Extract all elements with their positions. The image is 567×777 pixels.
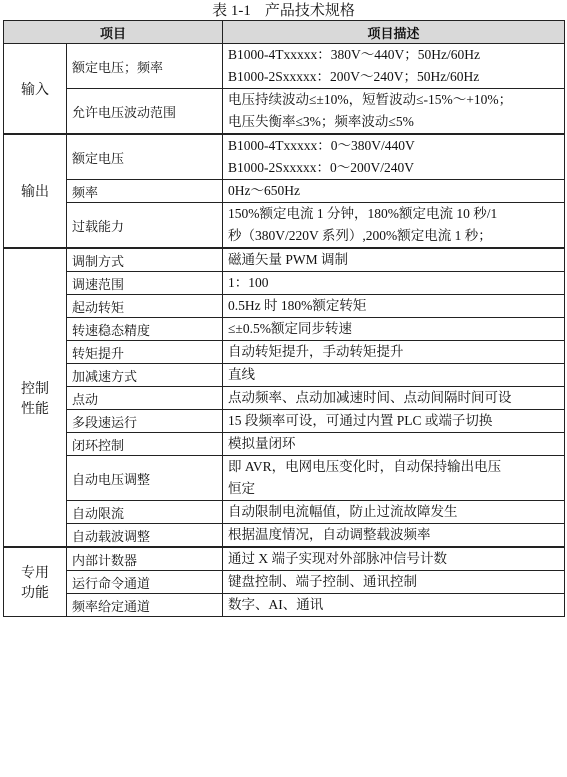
desc-line: 直线 <box>228 367 256 382</box>
item-cell: 自动载波调整 <box>67 524 223 548</box>
header-item: 项目 <box>4 21 223 44</box>
item-cell: 加减速方式 <box>67 364 223 387</box>
desc-line: 秒（380V/220V 系列）,200%额定电流 1 秒； <box>228 228 492 243</box>
desc-cell <box>223 524 565 548</box>
table-row <box>4 433 565 456</box>
desc-line: 恒定 <box>228 481 256 496</box>
item-cell: 调速范围 <box>67 272 223 295</box>
desc-line: 1：100 <box>228 275 269 290</box>
desc-line: 点动频率、点动加减速时间、点动间隔时间可设 <box>228 390 512 405</box>
desc-line: B1000-2Sxxxxx：200V～240V；50Hz/60Hz <box>228 69 480 84</box>
category-cell: 输出 <box>4 134 67 248</box>
table-row <box>4 89 565 135</box>
desc-cell <box>223 44 565 89</box>
desc-line: 电压持续波动≤±10%，短暂波动≤-15%～+10%； <box>228 92 513 107</box>
desc-cell <box>223 501 565 524</box>
table-row <box>4 547 565 571</box>
desc-line: 模拟量闭环 <box>228 436 296 451</box>
table-row <box>4 44 565 89</box>
desc-cell <box>223 594 565 617</box>
header-desc: 项目描述 <box>223 21 565 44</box>
item-cell: 转速稳态精度 <box>67 318 223 341</box>
desc-cell <box>223 134 565 180</box>
table-row <box>4 410 565 433</box>
item-cell: 额定电压 <box>67 134 223 180</box>
caption-number: 表 1-1 <box>212 3 251 19</box>
table-row <box>4 272 565 295</box>
item-cell: 额定电压；频率 <box>67 44 223 89</box>
desc-cell <box>223 180 565 203</box>
desc-cell <box>223 341 565 364</box>
item-cell: 允许电压波动范围 <box>67 89 223 135</box>
desc-line: B1000-4Txxxxx：0～380V/440V <box>228 138 415 153</box>
item-cell: 频率给定通道 <box>67 594 223 617</box>
item-cell: 运行命令通道 <box>67 571 223 594</box>
desc-cell <box>223 571 565 594</box>
desc-line: 键盘控制、端子控制、通讯控制 <box>228 574 418 589</box>
category-cell: 控制 性能 <box>4 248 67 547</box>
table-caption <box>0 0 567 20</box>
desc-line: 150%额定电流 1 分钟，180%额定电流 10 秒/1 <box>228 206 498 221</box>
item-cell: 内部计数器 <box>67 547 223 571</box>
item-cell: 频率 <box>67 180 223 203</box>
table-row <box>4 387 565 410</box>
desc-cell <box>223 248 565 272</box>
desc-line: 自动限制电流幅值，防止过流故障发生 <box>228 504 458 519</box>
desc-cell <box>223 295 565 318</box>
desc-cell <box>223 318 565 341</box>
table-row <box>4 248 565 272</box>
item-cell: 多段速运行 <box>67 410 223 433</box>
desc-line: 0Hz～650Hz <box>228 183 300 198</box>
table-row <box>4 501 565 524</box>
table-row <box>4 571 565 594</box>
table-row <box>4 364 565 387</box>
table-row <box>4 134 565 180</box>
desc-line: 自动转矩提升，手动转矩提升 <box>228 344 404 359</box>
desc-line: 电压失衡率≤3%；频率波动≤5% <box>228 114 414 129</box>
category-cell: 输入 <box>4 44 67 135</box>
desc-line: 通过 X 端子实现对外部脉冲信号计数 <box>228 551 448 566</box>
desc-line: 磁通矢量 PWM 调制 <box>228 252 349 267</box>
desc-cell <box>223 89 565 135</box>
table-row <box>4 341 565 364</box>
desc-line: B1000-4Txxxxx：380V～440V；50Hz/60Hz <box>228 47 480 62</box>
spec-table-body <box>4 44 565 617</box>
table-row <box>4 203 565 249</box>
desc-line: ≤±0.5%额定同步转速 <box>228 321 352 336</box>
table-row <box>4 318 565 341</box>
desc-cell <box>223 410 565 433</box>
item-cell: 点动 <box>67 387 223 410</box>
spec-table <box>3 20 565 617</box>
desc-line: 根据温度情况，自动调整载波频率 <box>228 527 431 542</box>
desc-line: 15 段频率可设，可通过内置 PLC 或端子切换 <box>228 413 493 428</box>
desc-cell <box>223 547 565 571</box>
desc-cell <box>223 433 565 456</box>
desc-cell <box>223 364 565 387</box>
table-row <box>4 456 565 501</box>
table-row <box>4 524 565 548</box>
desc-line: 数字、AI、通讯 <box>228 597 324 612</box>
item-cell: 闭环控制 <box>67 433 223 456</box>
desc-cell <box>223 387 565 410</box>
item-cell: 起动转矩 <box>67 295 223 318</box>
caption-title: 产品技术规格 <box>264 1 355 19</box>
category-cell: 专用 功能 <box>4 547 67 617</box>
desc-cell <box>223 203 565 249</box>
desc-line: 即 AVR，电网电压变化时，自动保持输出电压 <box>228 459 502 474</box>
table-row <box>4 594 565 617</box>
item-cell: 自动电压调整 <box>67 456 223 501</box>
item-cell: 过载能力 <box>67 203 223 249</box>
desc-line: B1000-2Sxxxxx：0～200V/240V <box>228 160 415 175</box>
item-cell: 转矩提升 <box>67 341 223 364</box>
table-row <box>4 295 565 318</box>
desc-cell <box>223 272 565 295</box>
item-cell: 调制方式 <box>67 248 223 272</box>
desc-cell <box>223 456 565 501</box>
item-cell: 自动限流 <box>67 501 223 524</box>
table-row <box>4 180 565 203</box>
desc-line: 0.5Hz 时 180%额定转矩 <box>228 298 367 313</box>
